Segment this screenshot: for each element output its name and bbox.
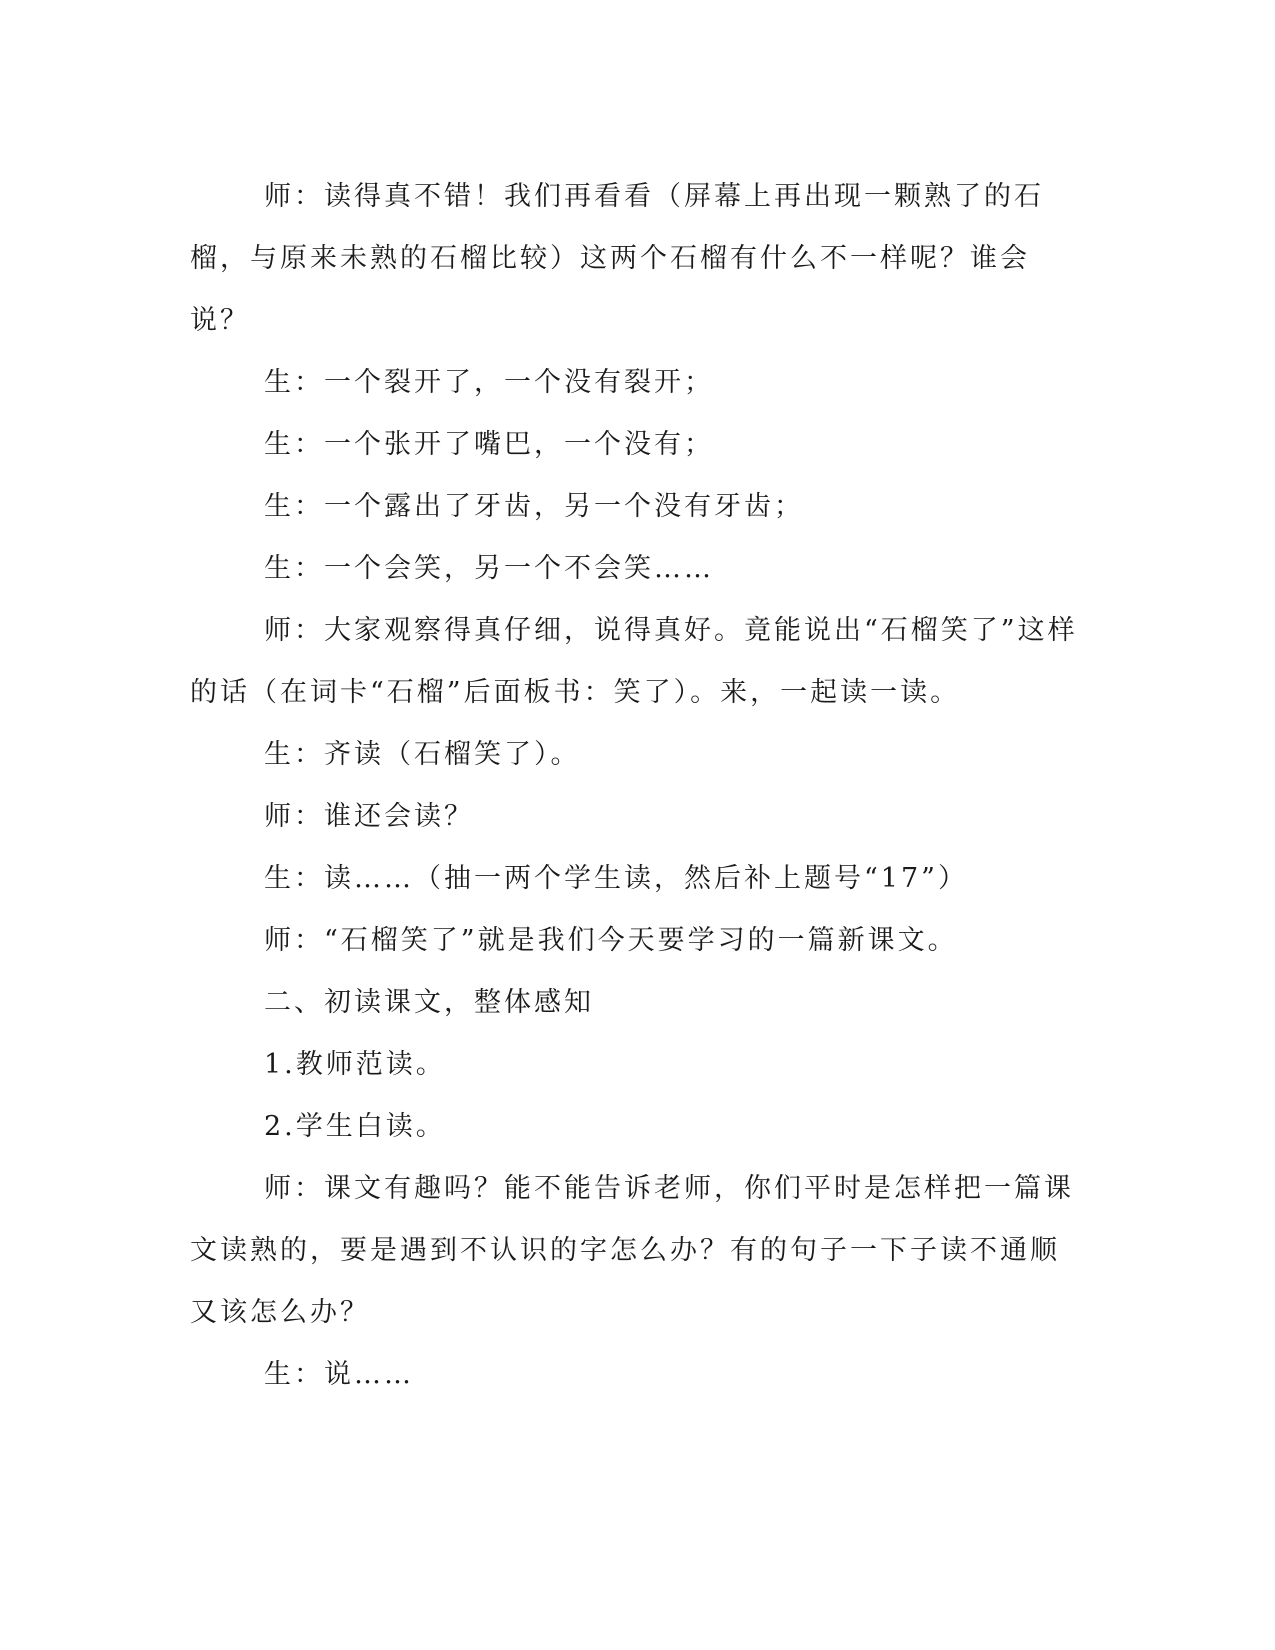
paragraph-student-cracked: 生：一个裂开了，一个没有裂开； — [264, 367, 714, 398]
paragraph-student-read: 生：读……（抽一两个学生读，然后补上题号“17”） — [264, 863, 968, 894]
step-teacher-reading: 1.教师范读。 — [264, 1049, 446, 1080]
paragraph-teacher-compare: 师：读得真不错！我们再看看（屏幕上再出现一颗熟了的石榴，与原来未熟的石榴比较）这两个石榴有什么不一样呢？谁会说？ — [190, 181, 1044, 336]
paragraph-student-smile: 生：一个会笑，另一个不会笑…… — [264, 553, 714, 584]
paragraph-teacher-who-reads: 师：谁还会读？ — [264, 801, 474, 832]
paragraph-teacher-question: 师：课文有趣吗？能不能告诉老师，你们平时是怎样把一篇课文读熟的，要是遇到不认识的字怎么办？有的句子一下子读不通顺又该怎么办？ — [190, 1173, 1074, 1328]
step-student-reading: 2.学生白读。 — [264, 1111, 446, 1142]
section-heading: 二、初读课文，整体感知 — [264, 987, 594, 1018]
document-body — [190, 166, 1080, 1406]
paragraph-student-teeth: 生：一个露出了牙齿，另一个没有牙齿； — [264, 491, 804, 522]
paragraph-student-chorus: 生：齐读（石榴笑了）。 — [264, 739, 581, 770]
paragraph-teacher-title: 师：“石榴笑了”就是我们今天要学习的一篇新课文。 — [264, 925, 958, 956]
paragraph-student-mouth: 生：一个张开了嘴巴，一个没有； — [264, 429, 714, 460]
paragraph-teacher-praise: 师：大家观察得真仔细，说得真好。竟能说出“石榴笑了”这样的话（在词卡“石榴”后面板书：笑了）。来，一起读一读。 — [190, 615, 1078, 708]
paragraph-student-answer: 生：说…… — [264, 1359, 414, 1390]
